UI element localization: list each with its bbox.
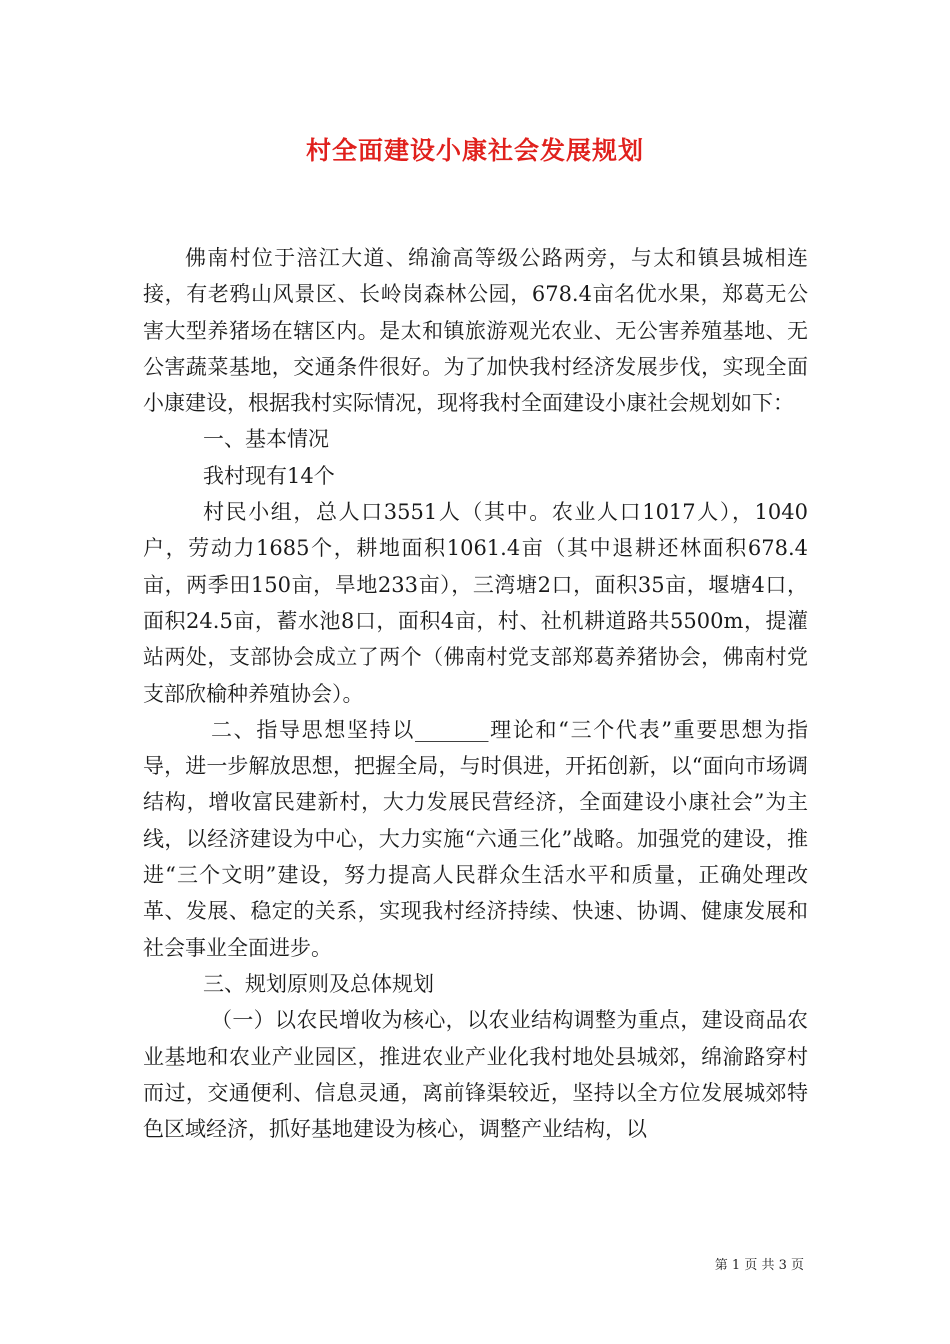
section-heading-planning-principles: 三、规划原则及总体规划 — [203, 971, 434, 996]
planning-paragraph-one: （一）以农民增收为核心，以农业结构调整为重点，建设商品农业基地和农业产业园区，推进农业产业化我村地处县城郊，绵渝路穿村而过，交通便利、信息灵通，离前锋渠较近，坚持以全方位发展城郊特色区域经济，抓好基地建设为核心，调整产业结构，以 — [143, 1008, 808, 1142]
guiding-ideology-paragraph: 二、指导思想坚持以_______理论和“三个代表”重要思想为指导，进一步解放思想，把握全局，与时俱进，开拓创新，以“面向市场调结构，增收富民建新村，大力发展民营经济，全面建设小康社会”为主线，以经济建设为中心，大力实施“六通三化”战略。加强党的建设，推进“三个文明”建设，努力提高人民群众生活水平和质量，正确处理改革、发展、稳定的关系，实现我村经济持续、快速、协调、健康发展和社会事业全面进步。 — [143, 717, 808, 960]
section-heading-basic-situation: 一、基本情况 — [203, 427, 329, 452]
basic-situation-line: 我村现有14个 — [203, 463, 335, 488]
document-title: 村全面建设小康社会发展规划 — [305, 136, 644, 165]
intro-paragraph: 佛南村位于涪江大道、绵渝高等级公路两旁，与太和镇县城相连接，有老鸦山风景区、长岭岗森林公园，678.4亩名优水果，郑葛无公害大型养猪场在辖区内。是太和镇旅游观光农业、无公害养殖基地、无公害蔬菜基地，交通条件很好。为了加快我村经济发展步伐，实现全面小康建设，根据我村实际情况，现将我村全面建设小康社会规划如下： — [143, 246, 808, 416]
page-number: 第 1 页 共 3 页 — [714, 1258, 804, 1273]
basic-situation-paragraph: 村民小组，总人口3551人（其中。农业人口1017人），1040户，劳动力1685个，耕地面积1061.4亩（其中退耕还林面积678.4亩，两季田150亩，旱地233亩），三湾塘2口，面积35亩，堰塘4口，面积24.5亩，蓄水池8口，面积4亩，村、社机耕道路共5500m，提灌站两处，支部协会成立了两个（佛南村党支部郑葛养猪协会，佛南村党支部欣榆种养殖协会）。 — [143, 500, 808, 706]
document-body — [143, 240, 808, 1147]
